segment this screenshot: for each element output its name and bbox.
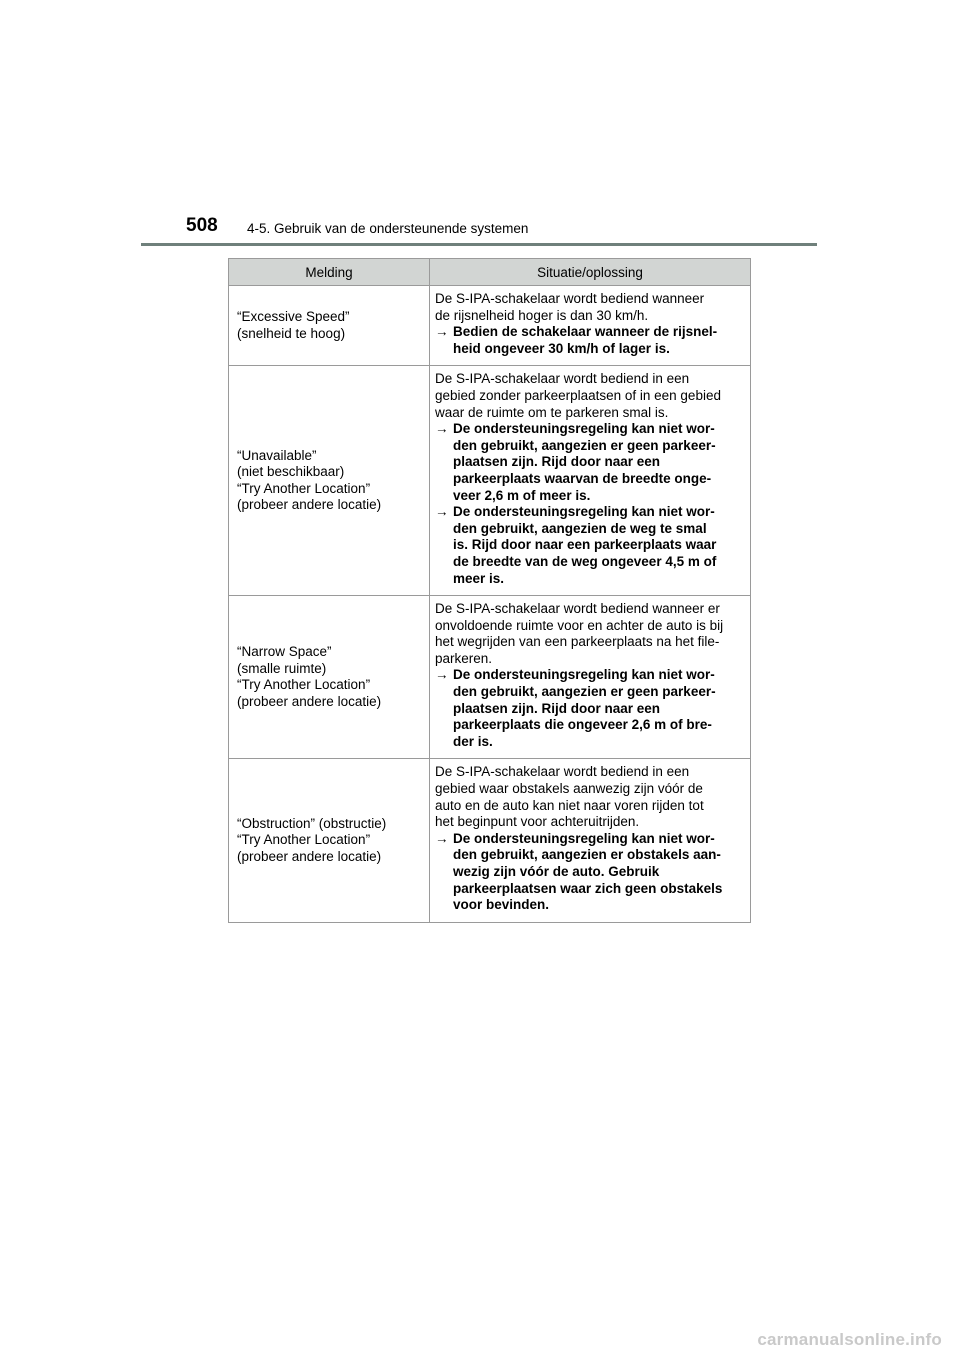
solution-line: voor bevinden. [453,897,550,913]
situation-cell [430,286,751,366]
situation-line: parkeren. [435,650,493,666]
message-line: (probeer andere locatie) [237,848,382,864]
message-line: “Try Another Location” [237,832,371,848]
solution-line: De ondersteuningsregeling kan niet wor- [453,421,715,437]
table-row [229,759,751,922]
arrow-right-icon: → [435,421,449,437]
message-table [228,258,750,923]
solution-step [435,324,746,357]
situation-line: De S-IPA-schakelaar wordt bediend in een [435,764,690,780]
solution-line: Bedien de schakelaar wanneer de rijsnel- [453,324,718,340]
situation-line: De S-IPA-schakelaar wordt bediend in een [435,371,690,387]
solution-line: den gebruikt, aangezien er obstakels aan- [453,847,721,863]
situation-cell [430,366,751,596]
solution-line: den gebruikt, aangezien er geen parkeer- [453,684,716,700]
arrow-right-icon: → [435,830,449,846]
solution-line: De ondersteuningsregeling kan niet wor- [453,504,715,520]
situation-line: het beginpunt voor achteruitrijden. [435,814,640,830]
section-title: 4-5. Gebruik van de ondersteunende systemen [247,221,529,236]
solution-step [435,504,746,587]
solution-line: De ondersteuningsregeling kan niet wor- [453,830,715,846]
solution-step [435,421,746,504]
column-header-situatie: Situatie/oplossing [430,259,751,286]
message-line: (probeer andere locatie) [237,693,382,709]
solution-line: parkeerplaats waarvan de breedte onge- [453,470,712,486]
table-body [229,286,751,923]
arrow-right-icon: → [435,504,449,520]
page-header [0,0,960,250]
message-line: “Try Another Location” [237,480,371,496]
column-header-melding: Melding [229,259,430,286]
solution-step [435,667,746,750]
solution-step [435,831,746,914]
situation-cell [430,759,751,922]
arrow-right-icon: → [435,667,449,683]
solution-line: der is. [453,733,493,749]
message-line: “Try Another Location” [237,677,371,693]
solution-line: den gebruikt, aangezien er geen parkeer- [453,437,716,453]
situation-line: gebied zonder parkeerplaatsen of in een gebied [435,387,721,403]
solution-line: is. Rijd door naar een parkeerplaats waar [453,537,717,553]
solution-line: parkeerplaatsen waar zich geen obstakels [453,880,723,896]
header-divider [141,243,817,246]
situation-line: De S-IPA-schakelaar wordt bediend wanneer er [435,601,720,617]
message-line: “Narrow Space” [237,644,332,660]
table-row [229,286,751,366]
message-cell [229,366,430,596]
situation-line: de rijsnelheid hoger is dan 30 km/h. [435,307,649,323]
situation-line: gebied waar obstakels aanwezig zijn vóór de [435,781,703,797]
situation-line: waar de ruimte om te parkeren smal is. [435,404,669,420]
watermark: carmanualsonline.info [757,1330,942,1349]
solution-line: de breedte van de weg ongeveer 4,5 m of [453,553,717,569]
message-cell [229,759,430,922]
message-line: “Excessive Speed” [237,309,350,325]
solution-line: wezig zijn vóór de auto. Gebruik [453,864,660,879]
message-line: (smalle ruimte) [237,660,327,676]
table-header-row [229,259,751,286]
solution-line: veer 2,6 m of meer is. [453,487,591,503]
message-cell [229,596,430,759]
solution-line: heid ongeveer 30 km/h of lager is. [453,340,670,356]
solution-line: plaatsen zijn. Rijd door naar een [453,454,661,470]
table-row [229,596,751,759]
arrow-right-icon: → [435,324,449,340]
solution-line: plaatsen zijn. Rijd door naar een [453,700,661,716]
solution-line: meer is. [453,570,505,586]
situation-line: De S-IPA-schakelaar wordt bediend wanneer [435,291,705,306]
situation-line: onvoldoende ruimte voor en achter de auto is bij [435,617,724,633]
table-row [229,366,751,596]
message-line: (probeer andere locatie) [237,497,382,513]
message-line: (snelheid te hoog) [237,325,346,341]
solution-line: parkeerplaats die ongeveer 2,6 m of bre- [453,717,712,733]
message-line: “Unavailable” [237,447,317,463]
situation-line: auto en de auto kan niet naar voren rijden tot [435,797,704,813]
page-number: 508 [186,215,218,236]
situation-line: het wegrijden van een parkeerplaats na het file- [435,634,720,650]
message-line: “Obstruction” (obstructie) [237,815,387,831]
message-cell [229,286,430,366]
solution-line: De ondersteuningsregeling kan niet wor- [453,667,715,683]
solution-line: den gebruikt, aangezien de weg te smal [453,520,707,536]
situation-cell [430,596,751,759]
message-line: (niet beschikbaar) [237,464,345,480]
